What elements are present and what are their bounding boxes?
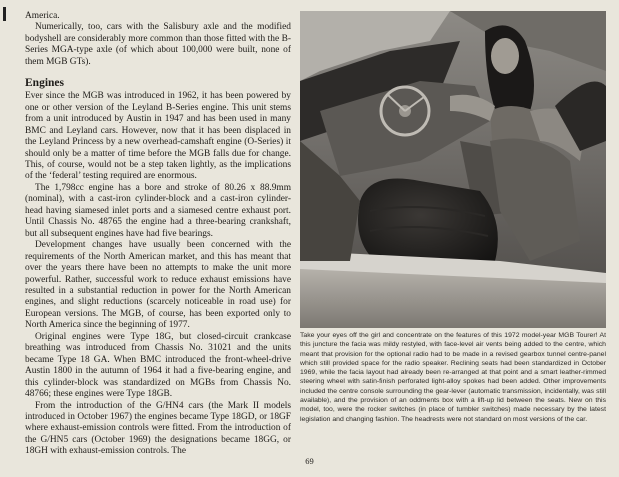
engines-paragraph-2: The 1,798cc engine has a bore and stroke of 80.26 x 88.9mm (nominal), with a cast-iron cylinder-block and a cast-iron cylinder-head having siamesed inlet ports and a siamesed centre exhaust port. Until Chassis No. 48765 the engine had a three-bearing crankshaft, but all subsequent engines have had five bearings. xyxy=(25,182,291,239)
text-column xyxy=(25,11,291,458)
photo-illustration xyxy=(300,11,606,328)
engines-paragraph-4: Original engines were Type 18G, but closed-circuit crankcase breathing was introduced from Chassis No. 31021 and the units became Type 18 GA. When BMC introduced the front-wheel-drive Austin 1800 in the autumn of 1964 it had a five-bearing engine, and this cylinder-block was standardized on MGBs from Chassis No. 48766; these engines were Type 18GB. xyxy=(25,331,291,400)
axle-paragraph: Numerically, too, cars with the Salisbury axle and the modified bodyshell are considerably more common than those fitted with the B-Series MGA-type axle (of which about 100,000 were built, none of them MGB GTs). xyxy=(25,22,291,67)
section-heading-engines: Engines xyxy=(25,77,64,90)
engines-paragraph-3: Development changes have usually been concerned with the requirements of the North American market, and this has meant that over the years there have been no attempts to make the unit more powerful. Rather, successful work to reduce exhaust emissions have resulted in a substantial reduction in power for the North American engines, and slight reductions (scarcely noticeable in road use) for European versions. The MGB, of course, has been exported only to North America since the beginning of 1977. xyxy=(25,240,291,331)
car-interior-photo xyxy=(300,11,606,328)
continuation-text: America. xyxy=(25,11,60,21)
engines-paragraph-1: Ever since the MGB was introduced in 1962, it has been powered by one or other version of the Leyland B-Series engine. This unit stems from a unit introduced by Austin in 1947 and has been used in many BMC and Leyland cars. However, now that it has been displaced in the Leyland Princess by a new overhead-camshaft engine (O-Series) it should only be a matter of time before the MGB falls due for change. This, of course, would not be a step taken lightly, as the implications of the ‘federal’ testing required are enormous. xyxy=(25,91,291,182)
engines-paragraph-5: From the introduction of the G/HN4 cars (the Mark II models introduced in October 1967) the engines became Type 18GD, or 18GF where exhaust-emission controls were fitted. From the introduction of the G/HN5 cars (October 1969) the designations became 18GG, or 18GH with exhaust-emission controls. The xyxy=(25,400,291,457)
page-number: 69 xyxy=(305,456,314,466)
photo-caption: Take your eyes off the girl and concentrate on the features of this 1972 model-year MGB Tourer! At this juncture the facia was mildy restyled, with face-level air vents being added to the centre, which meant that provision for the optional radio had to be made in a revised gearbox tunnel centre-panel which still provided space for the radio speaker. Reclining seats had been standardized in October 1969, while the facia layout had already been re-arranged at that point and a smart leather-rimmed steering wheel with satin-finish perforated light-alloy spokes had been added. Other improvements included the centre console surrounding the gear-lever (automatic transmission, incidentally, was still available), and the provision of an oddments box with a lift-up lid between the seats. New on this model, too, were the rocker switches (in place of tumbler switches) made necessary by the latest legislation and changing fashion. The headrests were not standard on most versions of the car. xyxy=(300,332,606,423)
binding-mark xyxy=(3,7,6,21)
